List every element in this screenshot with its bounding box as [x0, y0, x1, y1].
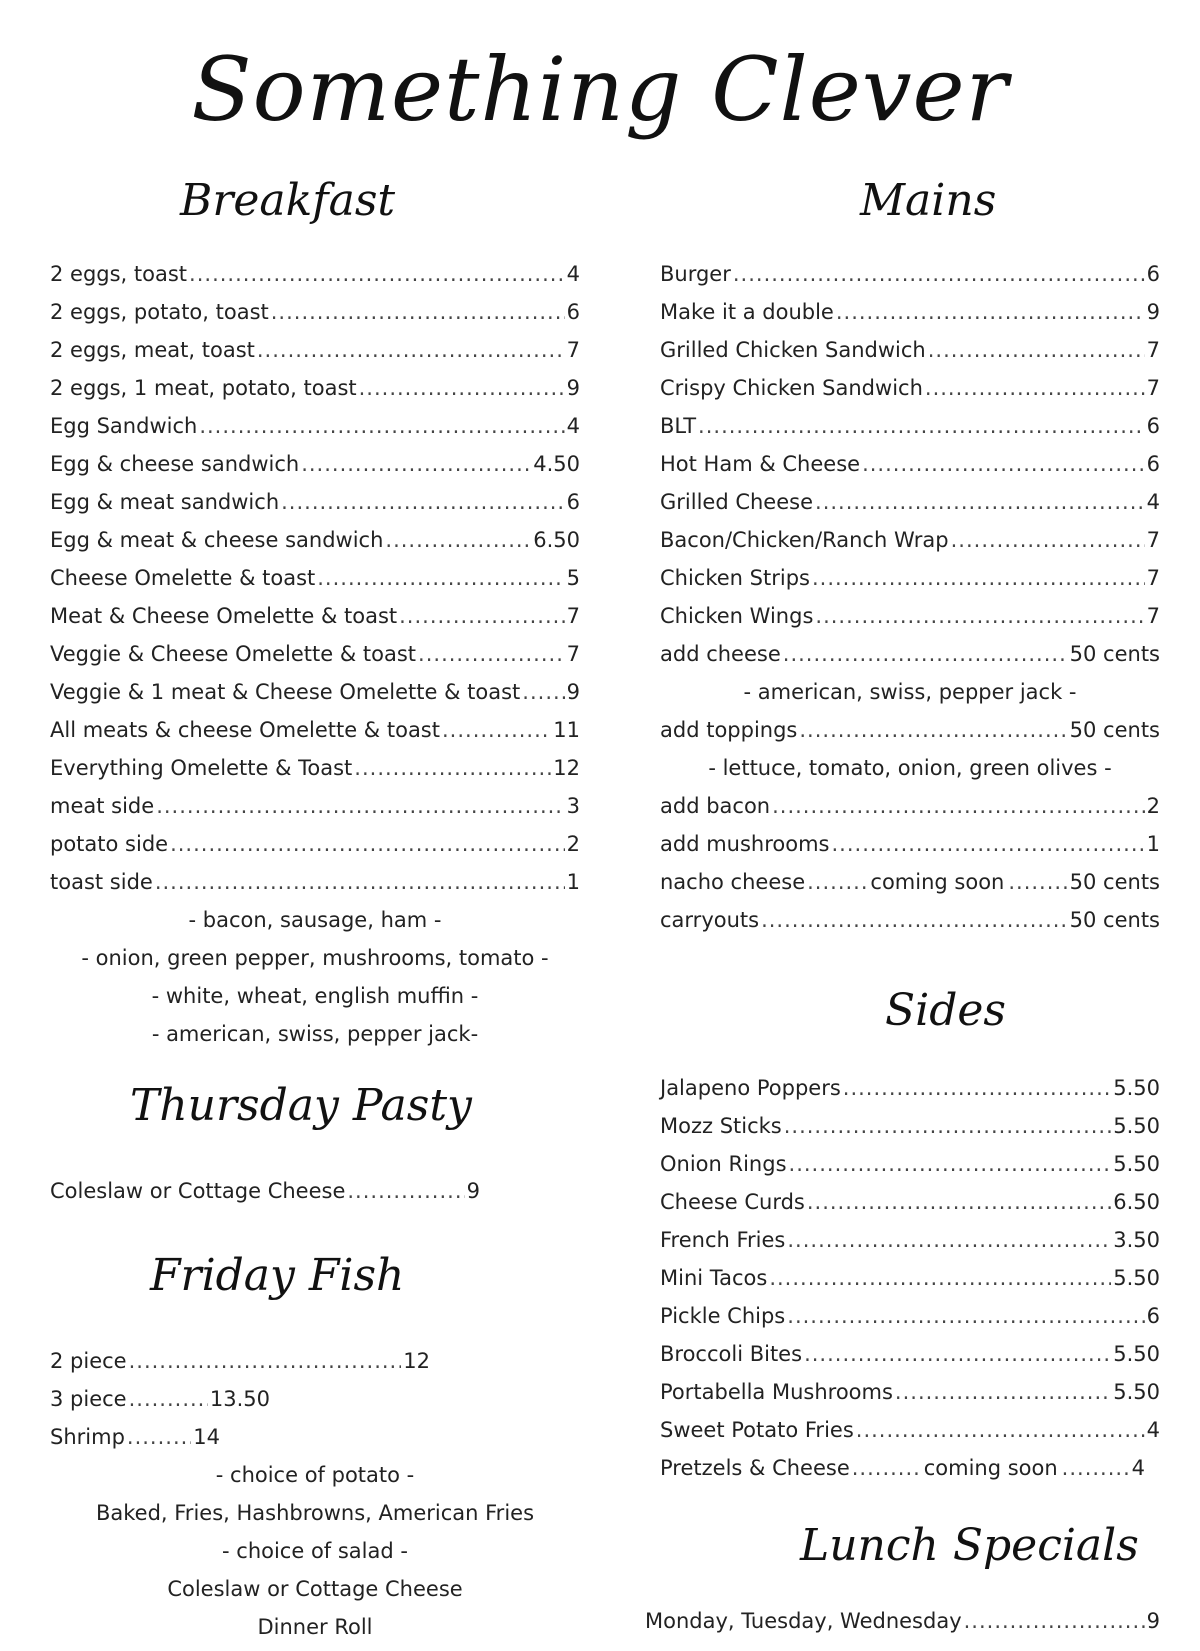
friday-note: Baked, Fries, Hashbrowns, American Fries — [95, 1501, 535, 1525]
item-price: 12 — [403, 1349, 430, 1373]
friday-note: Dinner Roll — [257, 1615, 373, 1639]
leader-dots — [772, 790, 1145, 822]
item-price: 50 cents — [1069, 870, 1160, 894]
leader-dots — [928, 334, 1145, 366]
breakfast-item — [50, 714, 580, 746]
item-price: 3.50 — [1113, 1228, 1160, 1252]
breakfast-item — [50, 676, 580, 708]
mains-item — [660, 562, 1160, 594]
leader-dots — [783, 638, 1068, 670]
item-name: meat side — [50, 794, 155, 818]
item-name: carryouts — [660, 908, 760, 932]
leader-dots — [189, 258, 565, 290]
mains-item — [660, 486, 1160, 518]
item-price: 6 — [1146, 1304, 1160, 1328]
item-name: Broccoli Bites — [660, 1342, 803, 1366]
breakfast-item — [50, 486, 580, 518]
breakfast-item — [50, 334, 580, 366]
item-name: Sweet Potato Fries — [660, 1418, 854, 1442]
mains-item — [660, 790, 1160, 822]
breakfast-note: - white, wheat, english muffin - — [151, 984, 479, 1008]
breakfast-heading: Breakfast — [180, 175, 396, 226]
item-price: 1 — [566, 870, 580, 894]
mains-item — [660, 600, 1160, 632]
item-name: 2 eggs, 1 meat, potato, toast — [50, 376, 357, 400]
item-price: 7 — [1146, 566, 1160, 590]
item-name: Onion Rings — [660, 1152, 787, 1176]
leader-dots — [843, 1072, 1111, 1104]
leader-dots — [815, 486, 1145, 518]
item-price: 5.50 — [1113, 1114, 1160, 1138]
leader-dots — [787, 1224, 1111, 1256]
leader-dots — [155, 866, 565, 898]
sides-item — [660, 1300, 1160, 1332]
item-status: coming soon — [870, 870, 1005, 894]
mains-note: - american, swiss, pepper jack - — [743, 680, 1077, 704]
item-name: Pickle Chips — [660, 1304, 786, 1328]
leader-dots — [799, 714, 1067, 746]
breakfast-note: - bacon, sausage, ham - — [188, 908, 442, 932]
item-name: Monday, Tuesday, Wednesday — [645, 1609, 962, 1633]
leader-dots — [301, 448, 531, 480]
breakfast-item — [50, 638, 580, 670]
item-price: 9 — [1146, 300, 1160, 324]
item-name: Egg & meat & cheese sandwich — [50, 528, 384, 552]
mains-item — [660, 524, 1160, 556]
item-price: 50 cents — [1069, 642, 1160, 666]
friday-note: - choice of salad - — [222, 1539, 408, 1563]
item-price: 4 — [1146, 1418, 1160, 1442]
mains-item — [660, 410, 1160, 442]
leader-dots — [925, 372, 1145, 404]
item-price: 7 — [566, 338, 580, 362]
mains-item — [660, 334, 1160, 366]
leader-dots — [1062, 1452, 1130, 1484]
leader-dots — [812, 562, 1145, 594]
item-name: Veggie & 1 meat & Cheese Omelette & toast — [50, 680, 521, 704]
leader-dots — [836, 296, 1145, 328]
friday-note: Coleslaw or Cottage Cheese — [167, 1577, 463, 1601]
item-price: 6.50 — [533, 528, 580, 552]
menu-title: Something Clever — [191, 38, 1009, 141]
leader-dots — [129, 1345, 402, 1377]
breakfast-note: - american, swiss, pepper jack- — [151, 1022, 479, 1046]
leader-dots — [347, 1175, 464, 1207]
leader-dots — [385, 524, 531, 556]
item-name: Mozz Sticks — [660, 1114, 782, 1138]
item-name: Grilled Chicken Sandwich — [660, 338, 926, 362]
leader-dots — [951, 524, 1145, 556]
item-name: potato side — [50, 832, 169, 856]
sides-item — [660, 1262, 1160, 1294]
mains-item — [660, 904, 1160, 936]
breakfast-item — [50, 562, 580, 594]
leader-dots — [522, 676, 564, 708]
item-name: Coleslaw or Cottage Cheese — [50, 1179, 346, 1203]
sides-item — [660, 1376, 1160, 1408]
thursday-item — [50, 1175, 480, 1207]
mains-item — [660, 866, 1160, 898]
item-price: 1 — [1146, 832, 1160, 856]
item-price: 6 — [566, 490, 580, 514]
item-name: Portabella Mushrooms — [660, 1380, 893, 1404]
leader-dots — [807, 866, 866, 898]
item-name: 3 piece — [50, 1387, 127, 1411]
item-name: Shrimp — [50, 1425, 125, 1449]
item-price: 6.50 — [1113, 1190, 1160, 1214]
sides-heading: Sides — [885, 985, 1006, 1036]
item-name: 2 eggs, meat, toast — [50, 338, 255, 362]
item-price: 14 — [193, 1425, 220, 1449]
leader-dots — [156, 790, 564, 822]
item-price: 7 — [1146, 376, 1160, 400]
item-name: nacho cheese — [660, 870, 806, 894]
item-name: BLT — [660, 414, 697, 438]
leader-dots — [317, 562, 564, 594]
leader-dots — [442, 714, 551, 746]
item-name: toast side — [50, 870, 153, 894]
leader-dots — [895, 1376, 1111, 1408]
item-price: 4 — [566, 414, 580, 438]
mains-item — [660, 714, 1160, 746]
mains-item — [660, 258, 1160, 290]
leader-dots — [129, 1383, 208, 1415]
item-name: add toppings — [660, 718, 798, 742]
mains-item — [660, 828, 1160, 860]
leader-dots — [761, 904, 1068, 936]
breakfast-item — [50, 448, 580, 480]
item-status: coming soon — [923, 1456, 1058, 1480]
item-price: 7 — [566, 642, 580, 666]
item-price: 7 — [1146, 604, 1160, 628]
leader-dots — [359, 372, 565, 404]
leader-dots — [804, 1338, 1111, 1370]
item-price: 5.50 — [1113, 1342, 1160, 1366]
item-price: 6 — [1146, 414, 1160, 438]
friday-note: - choice of potato - — [215, 1463, 415, 1487]
breakfast-item — [50, 524, 580, 556]
item-price: 13.50 — [209, 1387, 270, 1411]
item-name: 2 eggs, toast — [50, 262, 188, 286]
item-name: Burger — [660, 262, 731, 286]
leader-dots — [862, 448, 1145, 480]
item-price: 3 — [566, 794, 580, 818]
item-price: 4.50 — [533, 452, 580, 476]
sides-item — [660, 1110, 1160, 1142]
leader-dots — [815, 600, 1144, 632]
item-price: 2 — [566, 832, 580, 856]
item-name: Chicken Strips — [660, 566, 810, 590]
breakfast-note: - onion, green pepper, mushrooms, tomato - — [81, 946, 549, 970]
item-price: 6 — [1146, 452, 1160, 476]
item-price: 7 — [1146, 338, 1160, 362]
leader-dots — [807, 1186, 1111, 1218]
item-price: 5 — [566, 566, 580, 590]
item-price: 6 — [566, 300, 580, 324]
item-price: 12 — [553, 756, 580, 780]
item-name: Jalapeno Poppers — [660, 1076, 841, 1100]
leader-dots — [418, 638, 565, 670]
friday-item — [50, 1383, 270, 1415]
item-name: 2 eggs, potato, toast — [50, 300, 269, 324]
breakfast-item — [50, 258, 580, 290]
lunch-heading: Lunch Specials — [800, 1520, 1139, 1571]
item-price: 4 — [1146, 490, 1160, 514]
breakfast-item — [50, 790, 580, 822]
item-name: add cheese — [660, 642, 781, 666]
item-price: 5.50 — [1113, 1266, 1160, 1290]
item-name: Cheese Omelette & toast — [50, 566, 316, 590]
leader-dots — [698, 410, 1145, 442]
breakfast-item — [50, 410, 580, 442]
lunch-item — [645, 1605, 1160, 1637]
breakfast-item — [50, 866, 580, 898]
leader-dots — [170, 828, 565, 860]
item-name: Chicken Wings — [660, 604, 814, 628]
item-price: 50 cents — [1069, 718, 1160, 742]
leader-dots — [199, 410, 564, 442]
friday-item — [50, 1421, 220, 1453]
item-price: 4 — [566, 262, 580, 286]
item-name: Cheese Curds — [660, 1190, 805, 1214]
item-name: add mushrooms — [660, 832, 830, 856]
leader-dots — [257, 334, 565, 366]
item-name: add bacon — [660, 794, 771, 818]
sides-item — [660, 1452, 1145, 1484]
friday-heading: Friday Fish — [150, 1250, 405, 1301]
item-name: Mini Tacos — [660, 1266, 768, 1290]
item-price: 9 — [1146, 1609, 1160, 1633]
leader-dots — [769, 1262, 1111, 1294]
item-price: 2 — [1146, 794, 1160, 818]
item-name: Pretzels & Cheese — [660, 1456, 850, 1480]
item-price: 4 — [1131, 1456, 1146, 1480]
leader-dots — [832, 828, 1145, 860]
item-name: French Fries — [660, 1228, 786, 1252]
item-price: 5.50 — [1113, 1380, 1160, 1404]
leader-dots — [852, 1452, 920, 1484]
item-name: Hot Ham & Cheese — [660, 452, 861, 476]
item-name: Meat & Cheese Omelette & toast — [50, 604, 398, 628]
mains-item — [660, 372, 1160, 404]
mains-item — [660, 296, 1160, 328]
item-price: 9 — [566, 680, 580, 704]
leader-dots — [787, 1300, 1144, 1332]
mains-item — [660, 638, 1160, 670]
item-price: 7 — [1146, 528, 1160, 552]
item-price: 11 — [553, 718, 580, 742]
item-name: Grilled Cheese — [660, 490, 814, 514]
item-price: 7 — [566, 604, 580, 628]
item-name: Egg Sandwich — [50, 414, 198, 438]
item-name: 2 piece — [50, 1349, 127, 1373]
leader-dots — [399, 600, 565, 632]
leader-dots — [964, 1605, 1145, 1637]
sides-item — [660, 1414, 1160, 1446]
leader-dots — [784, 1110, 1112, 1142]
breakfast-item — [50, 828, 580, 860]
item-name: All meats & cheese Omelette & toast — [50, 718, 440, 742]
item-price: 9 — [566, 376, 580, 400]
mains-note: - lettuce, tomato, onion, green olives - — [708, 756, 1112, 780]
item-price: 50 cents — [1069, 908, 1160, 932]
leader-dots — [271, 296, 565, 328]
mains-heading: Mains — [860, 175, 997, 226]
breakfast-item — [50, 600, 580, 632]
leader-dots — [789, 1148, 1112, 1180]
mains-item — [660, 448, 1160, 480]
item-name: Veggie & Cheese Omelette & toast — [50, 642, 417, 666]
sides-item — [660, 1072, 1160, 1104]
sides-item — [660, 1338, 1160, 1370]
item-name: Egg & cheese sandwich — [50, 452, 300, 476]
breakfast-item — [50, 372, 580, 404]
leader-dots — [354, 752, 551, 784]
item-price: 6 — [1146, 262, 1160, 286]
leader-dots — [733, 258, 1145, 290]
breakfast-item — [50, 296, 580, 328]
item-price: 5.50 — [1113, 1152, 1160, 1176]
leader-dots — [281, 486, 565, 518]
item-name: Bacon/Chicken/Ranch Wrap — [660, 528, 949, 552]
item-name: Everything Omelette & Toast — [50, 756, 353, 780]
leader-dots — [127, 1421, 191, 1453]
item-price: 5.50 — [1113, 1076, 1160, 1100]
thursday-heading: Thursday Pasty — [130, 1080, 472, 1131]
item-name: Crispy Chicken Sandwich — [660, 376, 923, 400]
sides-item — [660, 1224, 1160, 1256]
sides-item — [660, 1186, 1160, 1218]
leader-dots — [856, 1414, 1145, 1446]
breakfast-item — [50, 752, 580, 784]
item-name: Make it a double — [660, 300, 834, 324]
leader-dots — [1008, 866, 1067, 898]
item-price: 9 — [466, 1179, 480, 1203]
sides-item — [660, 1148, 1160, 1180]
item-name: Egg & meat sandwich — [50, 490, 280, 514]
friday-item — [50, 1345, 430, 1377]
